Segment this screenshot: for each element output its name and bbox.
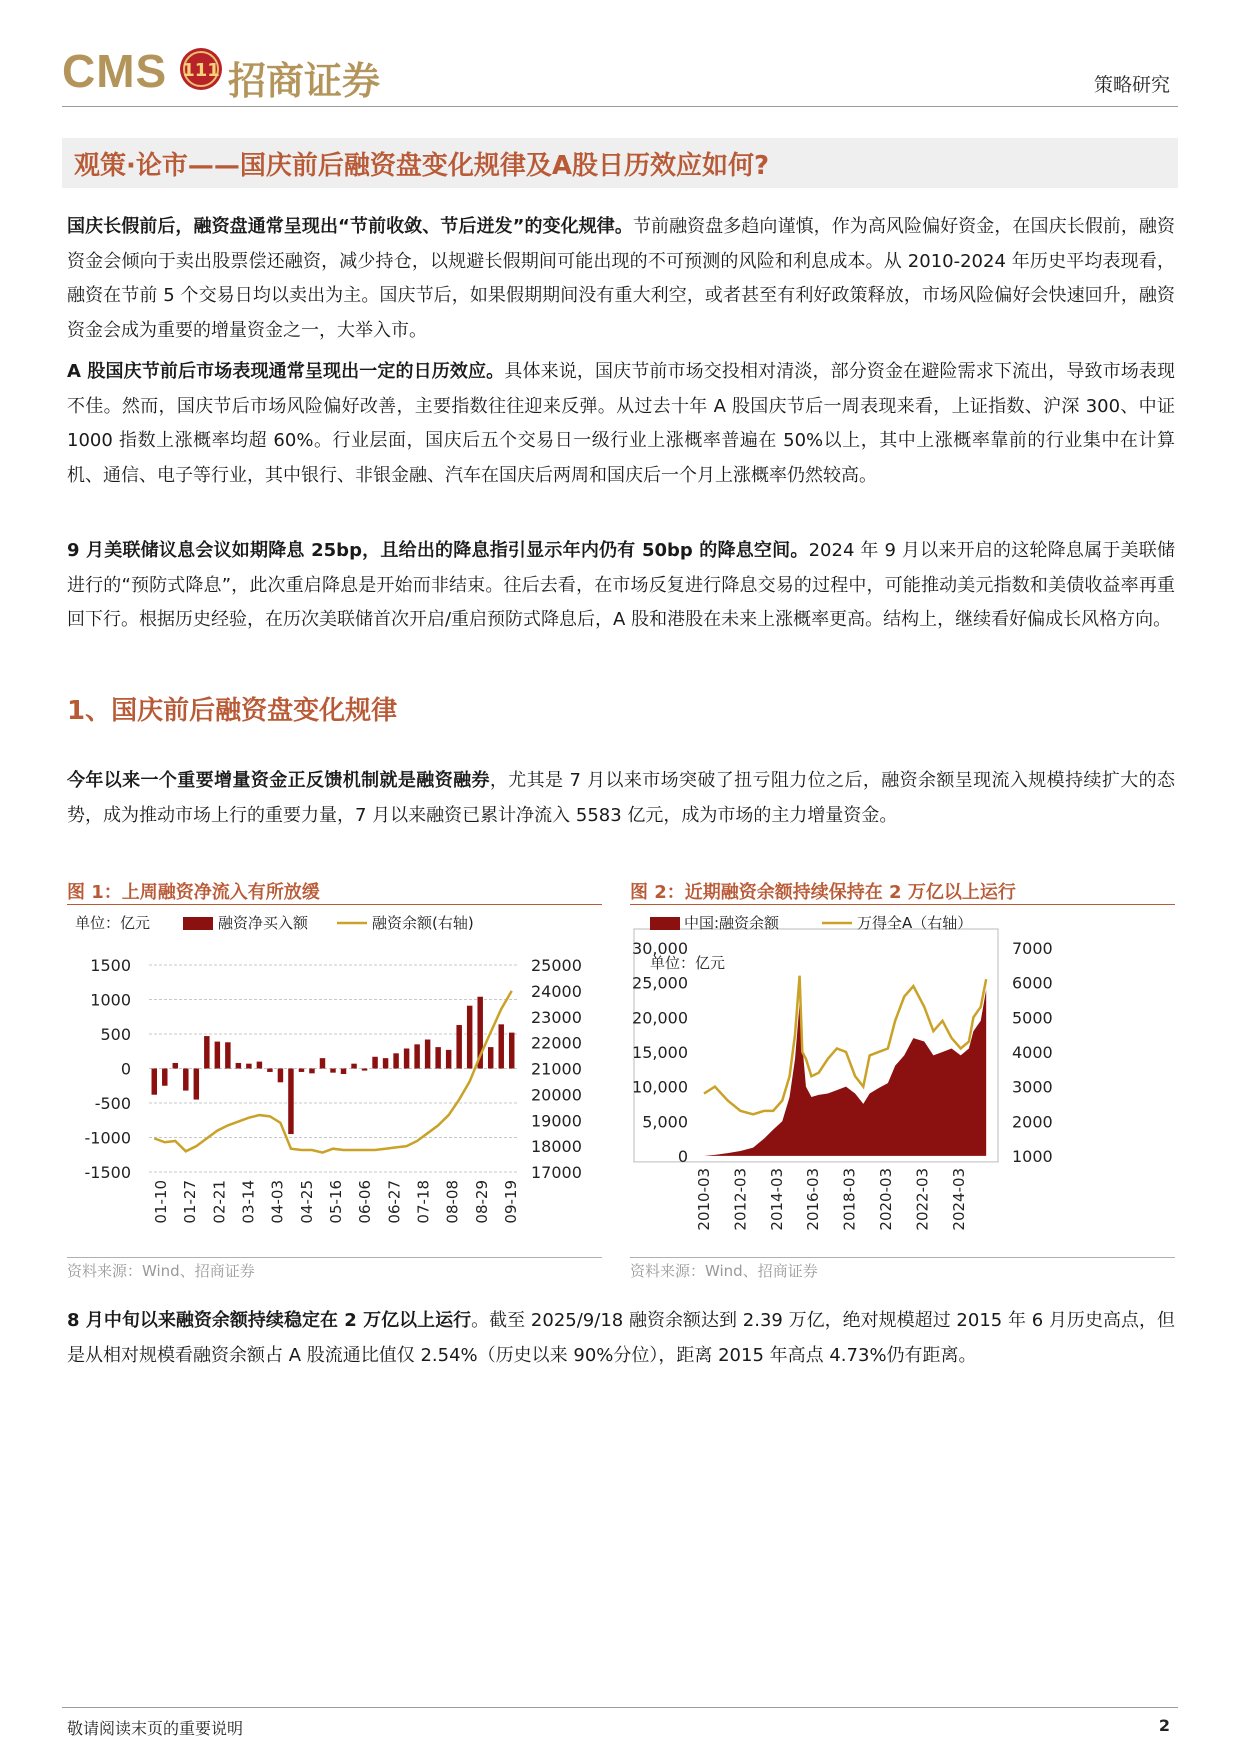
bar (215, 1042, 220, 1069)
footer-rule (62, 1707, 1178, 1708)
bar (351, 1064, 356, 1069)
bar (414, 1044, 419, 1068)
figure-1-title: 图 1：上周融资净流入有所放缓 (67, 882, 320, 903)
x-tick-label: 06-06 (356, 1180, 375, 1224)
logo-cn-text: 招商证券 (228, 58, 381, 103)
legend-swatch-bar (183, 917, 213, 930)
legend-label-line: 万得全A（右轴） (857, 914, 973, 932)
page-title: 观策·论市——国庆前后融资盘变化规律及A股日历效应如何? (74, 151, 770, 181)
x-tick-label: 08-08 (443, 1180, 462, 1224)
y-left-tick-label: 5,000 (642, 1112, 688, 1132)
bar (435, 1047, 440, 1068)
logo-cms-text: CMS (62, 45, 168, 97)
margin-balance-area (704, 990, 986, 1156)
x-tick-label: 2018-03 (840, 1167, 859, 1231)
paragraph-3-body: 2024 年 9 月以来开启的这轮降息属于美联储进行的“预防式降息”，此次重启降息是开始而非结束。往后去看，在市场反复进行降息交易的过程中，可能推动美元指数和美债收益率再重回下行。根据历史经验，在历次美联储首次开启/重启预防式降息后，A 股和港股在未来上涨概率更高。结构上，继续看好偏成长风格方向。 (67, 540, 1175, 630)
bar (299, 1069, 304, 1072)
legend-swatch-area (650, 917, 680, 930)
y-left-tick-label: 15,000 (632, 1042, 688, 1062)
department-label: 策略研究 (1093, 74, 1170, 96)
bar (194, 1069, 199, 1100)
bar (509, 1033, 514, 1069)
section-1-lead: 今年以来一个重要增量资金正反馈机制就是融资融券 (67, 770, 490, 791)
figure-1-chart (67, 905, 602, 1260)
y-left-tick-label: 1500 (90, 956, 131, 975)
x-tick-label: 04-25 (297, 1180, 316, 1224)
paragraph-2 (67, 355, 1175, 493)
logo-badge-text: 111 (182, 60, 220, 81)
figure-2-chart (630, 905, 1175, 1260)
y-left-tick-label: 1000 (90, 990, 131, 1010)
y-left-tick-label: -1500 (84, 1163, 131, 1182)
y-right-tick-label: 21000 (531, 1059, 582, 1079)
bar (404, 1048, 409, 1068)
bar (320, 1058, 325, 1068)
bar (236, 1063, 241, 1069)
y-right-tick-label: 17000 (531, 1163, 582, 1182)
bar (362, 1069, 367, 1071)
paragraph-1 (67, 210, 1175, 348)
bar (456, 1025, 461, 1068)
y-left-tick-label: 0 (120, 1059, 131, 1079)
bar (267, 1069, 272, 1072)
bar (162, 1069, 167, 1086)
x-tick-label: 05-16 (327, 1180, 345, 1224)
y-right-tick-label: 6000 (1012, 973, 1053, 993)
bar (183, 1069, 188, 1091)
bar (467, 1006, 472, 1069)
section-1-paragraph (67, 764, 1175, 833)
figure-2-title: 图 2：近期融资余额持续保持在 2 万亿以上运行 (630, 882, 1016, 903)
paragraph-1-lead: 国庆长假前后，融资盘通常呈现出“节前收敛、节后迸发”的变化规律。 (67, 216, 633, 237)
y-left-tick-label: -500 (94, 1094, 131, 1113)
bar (488, 1047, 493, 1068)
bar (330, 1069, 335, 1073)
figure-1-source: 资料来源：Wind、招商证券 (67, 1262, 255, 1280)
x-tick-label: 07-18 (414, 1180, 433, 1224)
figure-2-bottom-rule (630, 1257, 1175, 1258)
section-heading-1: 1、国庆前后融资盘变化规律 (67, 696, 398, 726)
bar (257, 1062, 262, 1069)
section-1-body: ，尤其是 7 月以来市场突破了扭亏阻力位之后，融资余额呈现流入规模持续扩大的态势，成为推动市场上行的重要力量，7 月以来融资已累计净流入 5583 亿元，成为市场的主力增量资金。 (67, 770, 1175, 826)
x-tick-label: 2014-03 (767, 1167, 786, 1231)
y-right-tick-label: 18000 (531, 1137, 582, 1157)
y-left-tick-label: 25,000 (632, 973, 688, 993)
closing-lead: 8 月中旬以来融资余额持续稳定在 2 万亿以上运行 (67, 1310, 472, 1331)
x-tick-label: 2012-03 (731, 1167, 750, 1231)
y-left-tick-label: 500 (100, 1025, 131, 1044)
bar (309, 1069, 314, 1074)
logo-badge-icon (178, 46, 224, 92)
y-right-tick-label: 20000 (531, 1085, 582, 1105)
bar (372, 1057, 377, 1069)
paragraph-1-body: 节前融资盘多趋向谨慎，作为高风险偏好资金，在国庆长假前，融资资金会倾向于卖出股票偿还融资，减少持仓，以规避长假期间可能出现的不可预测的风险和利息成本。从 2010-2024 年历史平均表现看，融资在节前 5 个交易日均以卖出为主。国庆节后，如果假期期间没有重大利空，或者甚至有利好政策释放，市场风险偏好会快速回升，融资资金会成为重要的增量资金之一，大举入市。 (67, 216, 1175, 341)
x-tick-label: 06-27 (385, 1180, 404, 1224)
paragraph-3 (67, 534, 1175, 638)
y-right-tick-label: 3000 (1012, 1077, 1053, 1097)
bar (425, 1040, 430, 1069)
x-tick-label: 01-27 (181, 1180, 200, 1224)
figure-1-bottom-rule (67, 1257, 602, 1258)
paragraph-3-lead: 9 月美联储议息会议如期降息 25bp，且给出的降息指引显示年内仍有 50bp 的降息空间。 (67, 540, 809, 561)
bar (173, 1063, 178, 1069)
bar (341, 1069, 346, 1075)
x-tick-label: 2020-03 (877, 1167, 896, 1231)
y-left-tick-label: 20,000 (632, 1008, 688, 1028)
y-right-tick-label: 7000 (1012, 939, 1053, 958)
y-left-tick-label: 10,000 (632, 1077, 688, 1097)
x-tick-label: 08-29 (472, 1180, 491, 1224)
y-right-tick-label: 22000 (531, 1033, 582, 1053)
bar (152, 1069, 157, 1095)
y-right-tick-label: 1000 (1012, 1146, 1053, 1166)
bar (246, 1064, 251, 1069)
legend-label-bar: 融资净买入额 (218, 914, 309, 932)
paragraph-2-lead: A 股国庆节前后市场表现通常呈现出一定的日历效应。 (67, 361, 505, 382)
header-rule (62, 106, 1178, 107)
x-tick-label: 04-03 (268, 1180, 287, 1224)
page-number: 2 (1158, 1716, 1170, 1735)
x-tick-label: 03-14 (239, 1180, 258, 1224)
x-tick-label: 09-19 (502, 1180, 520, 1224)
y-right-tick-label: 23000 (531, 1007, 582, 1027)
legend-label-line: 融资余额(右轴) (372, 914, 474, 932)
x-tick-label: 2010-03 (695, 1167, 713, 1231)
x-tick-label: 2016-03 (804, 1167, 823, 1231)
paragraph-2-body: 具体来说，国庆节前市场交投相对清淡，部分资金在避险需求下流出，导致市场表现不佳。然而，国庆节后市场风险偏好改善，主要指数往往迎来反弹。从过去十年 A 股国庆节后一周表现来看，上证指数、沪深 300、中证 1000 指数上涨概率均超 60%。行业层面，国庆后五个交易日一级行业上涨概率普遍在 50%以上，其中上涨概率靠前的行业集中在计算机、通信、电子等行业，其中银行、非银金融、汽车在国庆后两周和国庆后一个月上涨概率仍然较高。 (67, 361, 1176, 486)
closing-body: 。截至 2025/9/18 融资余额达到 2.39 万亿，绝对规模超过 2015 年 6 月历史高点，但是从相对规模看融资余额占 A 股流通比值仅 2.54%（历史以来 90%分位），距离 2015 年高点 4.73%仍有距离。 (67, 1310, 1175, 1366)
bar (393, 1053, 398, 1068)
x-tick-label: 2024-03 (949, 1167, 968, 1231)
x-tick-label: 2022-03 (913, 1167, 932, 1231)
y-left-tick-label: 0 (677, 1146, 688, 1166)
bar (498, 1024, 503, 1068)
y-left-tick-label: 30,000 (632, 939, 688, 958)
bar (446, 1050, 451, 1069)
bar (225, 1042, 230, 1068)
x-tick-label: 02-21 (210, 1180, 229, 1224)
legend-label-area: 中国:融资余额 (684, 914, 780, 932)
bar (278, 1069, 283, 1083)
y-right-tick-label: 2000 (1012, 1112, 1053, 1132)
closing-paragraph (67, 1304, 1175, 1373)
y-right-tick-label: 25000 (531, 956, 582, 975)
footer-note: 敬请阅读末页的重要说明 (67, 1719, 244, 1738)
y-right-tick-label: 5000 (1012, 1008, 1053, 1028)
x-tick-label: 01-10 (152, 1180, 170, 1224)
bar (204, 1036, 209, 1068)
bar (288, 1069, 293, 1135)
chart-1-unit-label: 单位：亿元 (75, 914, 151, 932)
y-right-tick-label: 4000 (1012, 1042, 1053, 1062)
y-right-tick-label: 19000 (531, 1111, 582, 1131)
figure-2-source: 资料来源：Wind、招商证券 (630, 1262, 818, 1280)
y-left-tick-label: -1000 (84, 1128, 131, 1148)
y-right-tick-label: 24000 (531, 981, 582, 1001)
bar (383, 1058, 388, 1068)
chart-2-unit-label: 单位：亿元 (650, 954, 726, 972)
